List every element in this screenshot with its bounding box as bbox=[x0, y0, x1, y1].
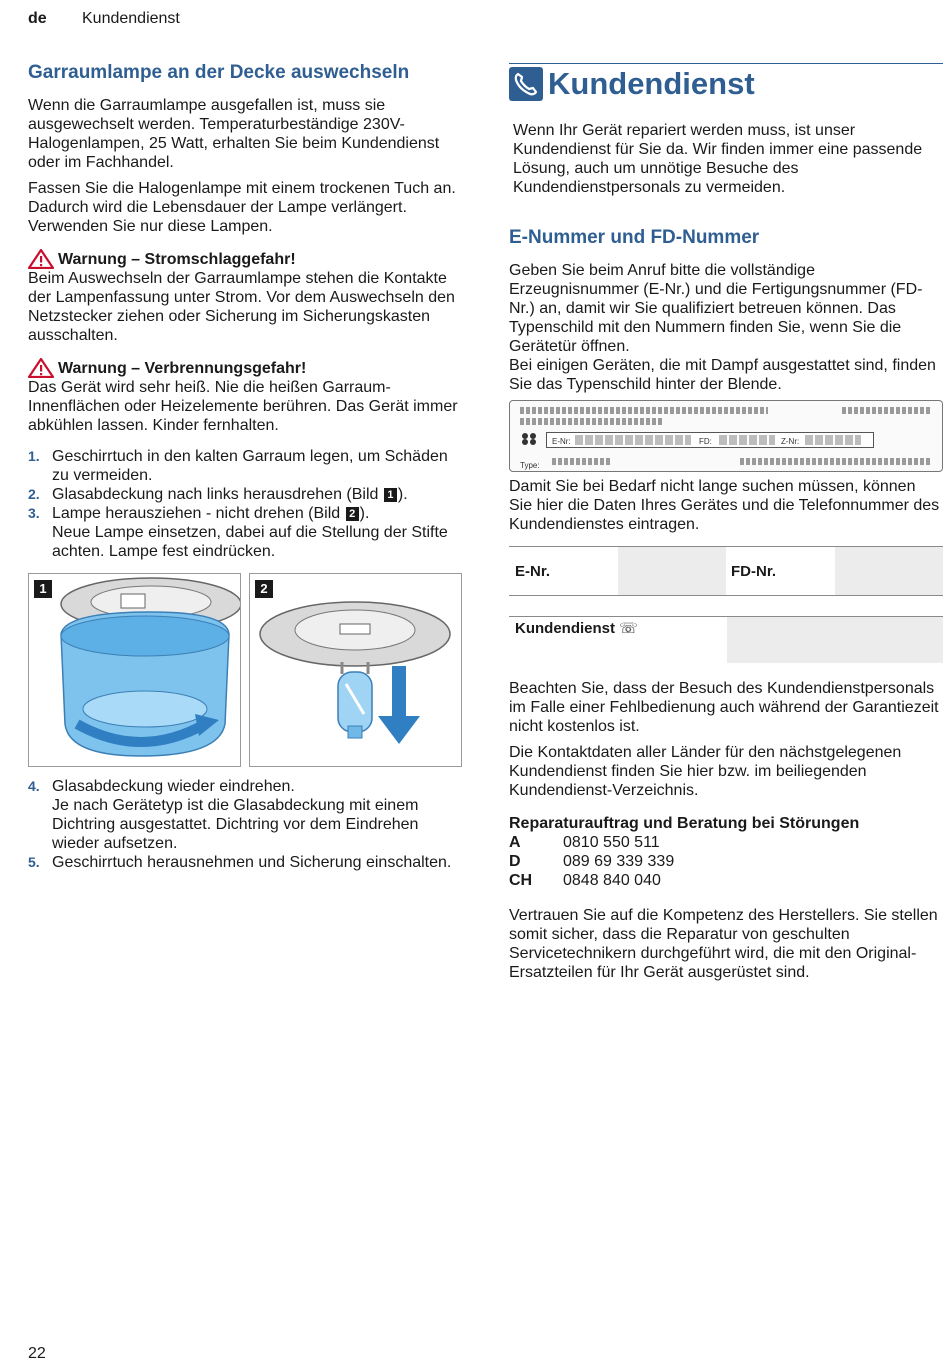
figure-1-label: 1 bbox=[34, 580, 52, 598]
step-text: Glasabdeckung nach links herausdrehen (Bild bbox=[52, 486, 383, 503]
step-text-post: ). bbox=[359, 505, 370, 522]
step-text: Glasabdeckung wieder eindrehen. bbox=[52, 778, 295, 795]
phone-icon bbox=[509, 67, 543, 101]
plate-placeholder bbox=[520, 418, 662, 425]
entry-service-field[interactable] bbox=[727, 617, 943, 663]
kundendienst-heading bbox=[509, 63, 943, 100]
phone-number: 0848 840 040 bbox=[563, 872, 661, 889]
repair-title: Reparaturauftrag und Beratung bei Störungen bbox=[509, 815, 860, 832]
type-plate bbox=[509, 400, 943, 472]
step-text-post: ). bbox=[397, 486, 408, 503]
figure-ref-badge: 1 bbox=[384, 488, 397, 502]
step-text-extra: Je nach Gerätetyp ist die Glasabdeckung mit einem Dichtring ausgestattet. Dichtring vor dem Eindrehen wieder aufsetzen. bbox=[52, 797, 419, 852]
figure-2-label: 2 bbox=[255, 580, 273, 598]
down-arrow-icon bbox=[378, 666, 420, 744]
step-text: Geschirrtuch in den kalten Garraum legen, um Schäden zu vermeiden. bbox=[52, 448, 448, 484]
country-code: D bbox=[509, 853, 521, 870]
right-column-bottom bbox=[509, 679, 943, 989]
warning-burn-title: Warnung – Verbrennungsgefahr! bbox=[58, 359, 307, 377]
kundendienst-intro: Wenn Ihr Gerät repariert werden muss, ist unser Kundendienst für Sie da. Wir finden immer eine passende Lösung, auch um unnötige Besuche des Kundendienstpersonals zu vermeiden. bbox=[513, 122, 923, 196]
warning-shock-text: Beim Auswechseln der Garraumlampe stehen die Kontakte der Lampenfassung unter Strom. Vor dem Auswechseln den Netzstecker ziehen oder Sicherung im Sicherungskasten ausschalten. bbox=[28, 270, 455, 344]
entry-fdnr-label: FD-Nr. bbox=[731, 563, 776, 580]
trust-paragraph: Vertrauen Sie auf die Kompetenz des Herstellers. Sie stellen somit sicher, dass die Reparatur von geschulten Servicetechnikern durchgeführt wird, die mit den Original-Ersatzteilen für Ihr Gerät ausgerüstet sind. bbox=[509, 907, 938, 981]
country-code: CH bbox=[509, 872, 533, 889]
steps-list-a bbox=[28, 447, 458, 561]
plate-placeholder bbox=[520, 407, 768, 414]
step-number: 5. bbox=[28, 854, 40, 870]
contacts-paragraph: Die Kontaktdaten aller Länder für den nächstgelegenen Kundendienst finden Sie hier bzw. im beiliegenden Kundendienst-Verzeichnis. bbox=[509, 744, 902, 799]
lamp-section-title: Garraumlampe an der Decke auswechseln bbox=[28, 62, 410, 83]
page-number: 22 bbox=[28, 1345, 46, 1362]
step-item bbox=[28, 447, 458, 485]
step-number: 3. bbox=[28, 505, 40, 521]
plate-type-label: Type: bbox=[520, 461, 540, 470]
plate-number-field bbox=[546, 432, 874, 448]
step-text: Lampe herausziehen - nicht drehen (Bild bbox=[52, 505, 345, 522]
entry-service-label bbox=[515, 619, 638, 638]
kundendienst-title: Kundendienst bbox=[548, 66, 755, 101]
enr-paragraph-2: Bei einigen Geräten, die mit Dampf ausgestattet sind, finden Sie das Typenschild hinter der Blende. bbox=[509, 357, 936, 393]
step-item bbox=[28, 504, 458, 561]
plate-placeholder bbox=[740, 458, 932, 465]
country-code: A bbox=[509, 834, 521, 851]
plate-znr-value bbox=[805, 435, 861, 445]
step-item bbox=[28, 485, 458, 504]
entry-row-service bbox=[509, 616, 943, 663]
warning-shock-title: Warnung – Stromschlaggefahr! bbox=[58, 250, 296, 268]
lamp-paragraph-2: Fassen Sie die Halogenlampe mit einem trockenen Tuch an. Dadurch wird die Lebensdauer der Lampe verlängert. Verwenden Sie nur diese Lampen. bbox=[28, 180, 456, 235]
step-text-extra: Neue Lampe einsetzen, dabei auf die Stellung der Stifte achten. Lampe fest eindrücken. bbox=[52, 524, 448, 560]
warning-triangle-icon bbox=[28, 358, 54, 378]
figure-2 bbox=[249, 573, 462, 767]
contact-list bbox=[509, 833, 943, 890]
record-paragraph: Damit Sie bei Bedarf nicht lange suchen müssen, können Sie hier die Daten Ihres Gerätes und die Telefonnummer des Kundendienstes eintragen. bbox=[509, 478, 940, 533]
warning-triangle-icon bbox=[28, 249, 54, 269]
warranty-paragraph: Beachten Sie, dass der Besuch des Kundendienstpersonals im Falle einer Fehlbedienung auch während der Garantiezeit nicht kostenlos ist. bbox=[509, 680, 939, 735]
plate-enr-value bbox=[575, 435, 691, 445]
step-number: 4. bbox=[28, 778, 40, 794]
figure-ref-badge: 2 bbox=[346, 507, 359, 521]
enr-paragraph-1: Geben Sie beim Anruf bitte die vollständige Erzeugnisnummer (E-Nr.) und die Fertigungsnummer (FD-Nr.) an, damit wir Sie qualifiziert betreuen können. Das Typenschild mit den Nummern finden Sie, wenn Sie die Gerätetür öffnen. bbox=[509, 262, 923, 355]
warning-burn-text: Das Gerät wird sehr heiß. Nie die heißen Garraum-Innenflächen oder Heizelemente berühren. Das Gerät immer abkühlen lassen. Kinder fernhalten. bbox=[28, 379, 458, 434]
plate-placeholder bbox=[842, 407, 930, 414]
warning-burn-heading bbox=[28, 358, 458, 378]
header-language: de bbox=[28, 10, 47, 27]
plate-placeholder bbox=[552, 458, 612, 465]
entry-enr-field[interactable] bbox=[618, 547, 726, 595]
halogen-lamp-illustration bbox=[250, 574, 461, 766]
entry-enr-label: E-Nr. bbox=[515, 563, 551, 580]
lamp-paragraph-1: Wenn die Garraumlampe ausgefallen ist, muss sie ausgewechselt werden. Temperaturbeständige 230V-Halogenlampen, 25 Watt, erhalten Sie beim Kundendienst oder im Fachhandel. bbox=[28, 97, 440, 171]
step-number: 1. bbox=[28, 448, 40, 464]
steps-list-b-container bbox=[28, 777, 460, 872]
lamp-cover-illustration bbox=[29, 574, 240, 766]
phone-number: 0810 550 511 bbox=[563, 834, 660, 851]
plate-enr-label: E-Nr: bbox=[552, 437, 571, 446]
left-column bbox=[28, 62, 458, 561]
plate-znr-label: Z-Nr: bbox=[781, 437, 800, 446]
phone-icon: ☏ bbox=[619, 620, 638, 637]
entry-fdnr-field[interactable] bbox=[835, 547, 943, 595]
step-item bbox=[28, 777, 460, 853]
right-column-top bbox=[509, 121, 943, 401]
entry-service-text: Kundendienst bbox=[515, 620, 615, 637]
warning-shock-heading bbox=[28, 249, 458, 269]
step-text: Geschirrtuch herausnehmen und Sicherung einschalten. bbox=[52, 854, 452, 871]
plate-logo-icon bbox=[520, 432, 538, 446]
figure-1 bbox=[28, 573, 241, 767]
plate-fd-value bbox=[719, 435, 775, 445]
plate-fd-label: FD: bbox=[699, 437, 712, 446]
entry-row-numbers bbox=[509, 546, 943, 596]
steps-list-b bbox=[28, 777, 460, 872]
right-column-mid bbox=[509, 477, 943, 541]
header-section: Kundendienst bbox=[82, 10, 180, 27]
enr-section-title: E-Nummer und FD-Nummer bbox=[509, 227, 760, 248]
phone-number: 089 69 339 339 bbox=[563, 853, 675, 870]
step-number: 2. bbox=[28, 486, 40, 502]
step-item bbox=[28, 853, 460, 872]
